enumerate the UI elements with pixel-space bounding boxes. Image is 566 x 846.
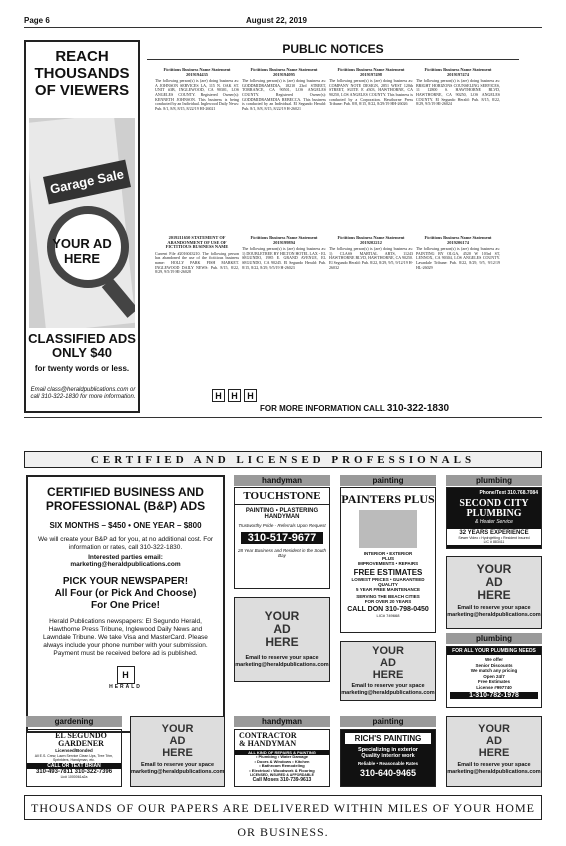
contractor-call[interactable]: Call Moses 310-739-9613 [252,777,312,784]
classified-email: Email class@heraldpublications.com or call 310-322-1830 for more information. [30,387,136,400]
bp-interested: Interested parties email: [88,554,163,561]
notice-body: The following person(s) is (are) doing business as: PAINTING BY OLGA, 4520 W 103rd ST, LENNOX, CA 90304, LOS ANGELES COUNTY. Lawndale Tribune: Pub. 8/22, 8/29, 9/5, 9/12/19 HL-26029 [416,246,500,270]
plumbing-needs-lines: We offer Senior Discounts We match any pricing Open 24/7 Free Estimates License #997740 [470,657,518,690]
touchstone-ad[interactable] [234,487,330,589]
notice-body: The following person(s) is (are) doing business as: 1) DOUBLETREE BY HILTON HOTEL LAX - EL SEGUNDO, 1985 E. GRAND AVENUE, EL SEGUNDO, CA 90245. El Segundo Herald: Pub. 8/15, 8/22, 8/29, 9/5/19 H-26023 [242,246,326,270]
reach-headline: REACH THOUSANDS OF VIEWERS [34,48,130,99]
second-city-plumbing-ad[interactable] [446,487,542,549]
herald-logo-icon: H [228,389,241,402]
your-ad-text: YOUR AD HERE [478,723,510,759]
second-city-exp: 32 YEARS EXPERIENCE [459,530,529,536]
notice-heading: Fictitious Business Name Statement 2019202212 [337,236,405,245]
second-city-sub: & Heater Service [475,519,513,525]
notice-body: The following person(s) is (are) doing business as: GODDMIDRAMEDIA, 18210 23rd STREET, TORRANCE, CA 90501, LOS ANGELES COUNTY. Registered Owner(s): GODDMIDRAMEDIA REBECCA. This business is conducted by an Individual. El Segundo Herald: Pub. 8/1, 8/8, 8/15, 8/22/19 H-26021 [242,78,326,111]
painters-name: PAINTERS PLUS [341,492,435,506]
bp-price: SIX MONTHS – $450 • ONE YEAR – $800 [49,521,202,530]
public-notice [242,68,326,234]
public-notice [155,236,239,386]
contractor-tag: ALL KIND OF REPAIRS & PAINTING [235,750,329,755]
notice-body: The following person(s) is (are) doing business as: COMPANY NOTE DESIGN, 2851 WEST 120th STREET, SUITE E #303, HAWTHORNE, CA 90250, LOS ANGELES COUNTY. This business is conducted by a Corporation. Hawthorne Press Tribune: Pub. 8/8, 8/15, 8/22, 8/29/19 HH-26026 [329,78,413,107]
gardener-phone-1[interactable]: 310-493-7811 [35,769,73,775]
bp-email[interactable]: marketing@heraldpublications.com [70,561,181,568]
tab-handyman: handyman [234,716,330,727]
notice-heading: Fictitious Business Name Statement 2019194095 [250,68,318,77]
notice-heading: 2019211650 STATEMENT OF ABANDONMENT OF USE OF FICTITIOUS BUSINESS NAME [165,236,229,250]
richs-name: RICH'S PAINTING [345,733,431,744]
reserve-email: Email to reserve your space marketing@heraldpublications.com [447,762,541,775]
notice-body: Current File #2016043210. The following person has abandoned the use of the fictitious business name: HOLLY PARK FISH MARKET. INGLEWOOD DAILY NEWS: Pub. 8/15, 8/22, 8/29, 9/5/19 HI-26028 [155,250,239,275]
classified-price: CLASSIFIED ADS ONLY $40 [28,331,136,360]
notice-body: The following person(s) is (are) doing business as: 1) CLASS MARTIAL ARTS, 11243 HAWTHORNE BLVD, HAWTHORNE, CA 90250. El Segundo Herald: Pub. 8/22, 8/29, 9/5, 9/12/19 H-26032 [329,246,413,270]
reserve-email: Email to reserve your space marketing@heraldpublications.com [447,605,541,618]
painters-lowest: LOWEST PRICES • GUARANTEED QUALITY 5 YEAR FREE MAINTENANCE [351,577,425,592]
your-ad-placeholder[interactable] [340,641,436,701]
bp-info: We will create your B&P ad for you, at no additional cost. For information or rates, call 310-322-1830. [38,536,213,551]
certified-banner: CERTIFIED AND LICENSED PROFESSIONALS [24,451,542,468]
gardener-lic: Lic# 1000061a2a [60,775,88,779]
gardener-phone-2[interactable]: 310-322-7396 [74,769,113,775]
your-ad-placeholder[interactable] [446,716,542,787]
tab-plumbing: plumbing [446,475,542,486]
herald-logo-icon: H [212,389,225,402]
tab-plumbing: plumbing [446,633,542,644]
herald-logo-icon: H [244,389,257,402]
tab-handyman: handyman [234,475,330,486]
contractor-lic: LICENSED, INSURED & AFFORDABLE [250,773,314,778]
tab-painting: painting [340,475,436,486]
gardener-sub: Licensed/Bonded [55,748,93,753]
reserve-email: Email to reserve your space marketing@heraldpublications.com [131,762,225,775]
reach-thousands-ad[interactable] [24,40,140,413]
second-city-phone[interactable]: Phone/Text 310.768.7084 [479,490,538,496]
pick-newspaper: PICK YOUR NEWSPAPER! All Four (or Pick And Choose) For One Price! [54,576,197,611]
more-info [260,403,449,414]
touchstone-services: PAINTING • PLASTERING HANDYMAN [245,508,319,520]
herald-logo-text: HERALD [109,684,142,690]
touchstone-tag: Trustworthy Pride - Referrals Upon Request [238,523,326,528]
reserve-email: Email to reserve your space marketing@heraldpublications.com [235,655,329,668]
touchstone-phone[interactable]: 310-517-9677 [241,532,323,544]
notice-body: The following person(s) is (are) doing business as: BRIGHT HORIZONS COUNSELING SERVICES, 11 12800 S. HAWTHORNE BLVD, HAWTHORNE, CA 90250, LOS ANGELES COUNTY. El Segundo Herald: Pub. 8/15, 8/22, 8/29, 9/5/19 HI-26024 [416,78,500,107]
more-info-phone[interactable]: 310-322-1830 [386,403,450,414]
plumbing-needs-ad[interactable] [446,646,542,708]
reserve-email: Email to reserve your space marketing@heraldpublications.com [341,683,435,696]
notice-heading: Fictitious Business Name Statement 2019199894 [250,236,318,245]
your-ad-text: YOUR AD HERE [161,723,194,759]
public-notice [242,236,326,386]
gardener-call: CALL OR TEXT BRIAN [27,763,121,769]
touchstone-name: TOUCHSTONE [235,488,329,505]
painters-free: FREE ESTIMATES [353,568,423,577]
notice-body: The following person(s) is (are) doing business as: A JOHNSON SERVICES LA, 115 N. OAK ST. UNIT #3B, INGLEWOOD, CA 90301, LOS ANGELES COUNTY. Registered Owner(s): KENNETH JOHNSON. This business is being conducted by an Individual. Inglewood Daily News: Pub. 8/1, 8/8, 8/15, 8/22/19 HI-26021 [155,78,239,111]
your-ad-text: YOUR AD HERE [372,645,404,681]
painters-plus-ad[interactable] [340,487,436,633]
public-notice [329,236,413,386]
tab-gardening: gardening [26,716,122,727]
painters-serving: SERVING THE BEACH CITIES FOR OVER 20 YEARS [356,594,420,604]
richs-s1: Specializing in exterior [358,747,418,753]
painters-lic: LIC# 749668 [376,613,400,618]
second-city-services: Sewer Video • Hydrojetting • Resident Insured [458,536,530,540]
public-notice [155,68,239,234]
header-rule [24,27,542,28]
garage-sale-sign: Garage Sale [43,160,131,205]
public-notice [416,68,500,234]
public-notices-title: PUBLIC NOTICES [147,42,519,60]
plumbing-needs-title: FOR ALL YOUR PLUMBING NEEDS [447,647,541,655]
touchstone-address: 28 Year Business and Resident in the South Bay [238,548,326,558]
garage-sale-photo [29,118,135,328]
painters-services: INTERIOR • EXTERIOR PLUS IMPROVEMENTS • REPAIRS [357,551,419,566]
herald-logo-icon: H [117,666,135,684]
public-notice [416,236,500,386]
gardener-info: All E.S. Crew, Lawn Service Clean Ups, Tree Trim, Sprinklers, Handyman, etc. [34,754,114,762]
contractor-handyman-ad[interactable] [234,729,330,787]
your-ad-placeholder[interactable] [130,716,225,787]
tab-painting: painting [340,716,436,727]
more-info-label: FOR MORE INFORMATION CALL [260,404,385,413]
gardener-name: EL SEGUNDO GARDENER [55,731,107,748]
bp-title: CERTIFIED BUSINESS AND PROFESSIONAL (B&P) ADS [45,485,206,513]
second-city-name: SECOND CITY PLUMBING [459,498,529,519]
notice-heading: Fictitious Business Name Statement 2019197474 [424,68,492,77]
richs-painting-ad[interactable] [340,729,436,787]
plumbing-needs-phone[interactable]: 1-310-782-1978 [450,692,538,699]
bp-publications: Herald Publications newspapers: El Segundo Herald, Hawthorne Press Tribune, Inglewood Daily News and Lawndale Tribune. We take Visa and MasterCard. Please always include your phone number with your submission. Payment must be received before ad is published. [43,618,208,657]
notice-heading: Fictitious Business Name Statement 2019197498 [337,68,405,77]
notice-heading: Fictitious Business Name Statement 2019206174 [424,236,492,245]
second-city-lic: LIC # 883411 [483,540,505,544]
notices-rule [24,417,542,418]
richs-s3: Reliable • Reasonable Rates [357,761,419,766]
bp-ads-box[interactable] [26,475,225,733]
public-notice [329,68,413,234]
richs-s2: Quality interior work [361,753,415,759]
el-segundo-gardener-ad[interactable] [26,729,122,787]
your-ad-placeholder[interactable] [446,556,542,629]
classified-sub: for twenty words or less. [34,364,130,373]
paint-roller-image [359,510,417,548]
notice-heading: Fictitious Business Name Statement 2019194435 [163,68,231,77]
your-ad-text: YOUR AD HERE [52,236,112,266]
your-ad-text: YOUR AD HERE [264,609,300,649]
painters-call[interactable]: CALL DON 310-798-0450 [347,606,429,613]
richs-phone[interactable]: 310-640-9465 [359,768,417,778]
contractor-list: • Plumbing • Water Damage • Doors & Windows • Kitchen • Bathroom Remodeling • Electrical • Woodwork & Flooring [249,754,315,773]
contractor-name: CONTRACTOR & HANDYMAN [239,731,297,748]
your-ad-placeholder[interactable] [234,597,330,682]
page-number: Page 6 [24,16,50,25]
issue-date: August 22, 2019 [246,16,307,25]
your-ad-text: YOUR AD HERE [476,562,512,602]
footer-banner: THOUSANDS OF OUR PAPERS ARE DELIVERED WITHIN MILES OF YOUR HOME OR BUSINESS. [24,795,542,820]
